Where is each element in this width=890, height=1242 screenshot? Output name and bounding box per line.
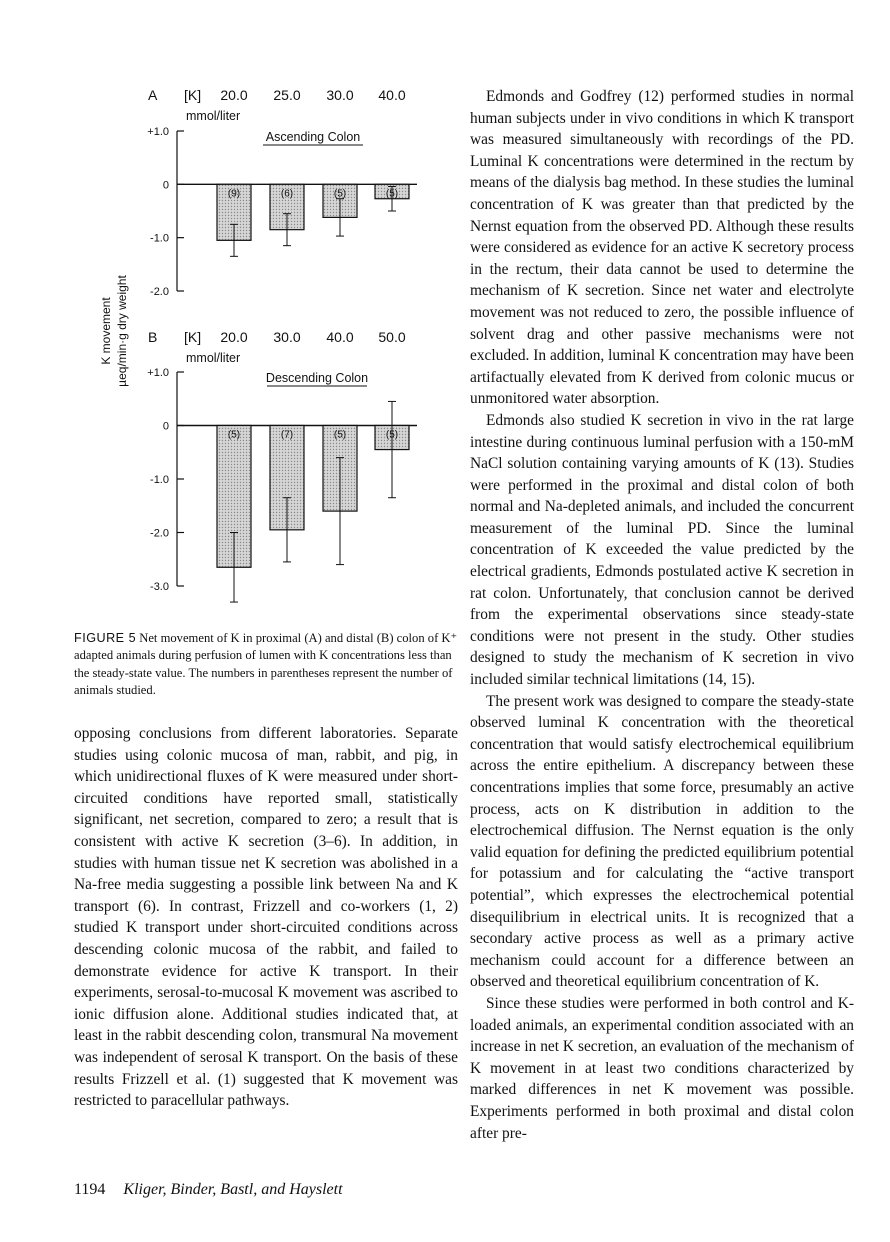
caption-text: Net movement of K in proximal (A) and distal (B) colon of K⁺ adapted animals during perfusion of lumen with K concentrations less than the steady-state value. The numbers in parentheses represent the number of animals studied. [74,631,458,698]
panel-b-concentration-label: 40.0 [326,329,354,345]
panel-b-y-tick-label: 0 [162,420,169,433]
panel-a-concentration-label: 20.0 [220,87,248,103]
panel-a-unit-label: mmol/liter [186,109,241,123]
panel-b-concentration-label: 30.0 [273,329,301,345]
paragraph-right-3: The present work was designed to compare the steady-state observed luminal K concentration with the theoretical concentration that would satisfy electrochemical equilibrium across the entire epithelium. A discrepancy between these concentrations implies that some force, presumably an active process, acts on K distribution in addition to the electrochemical diffusion. The Nernst equation is the only valid equation for defining the predicted equilibrium potential for potassium and for calculating the “active transport potential”, which expresses the electrochemical potential disequilibrium in electrical units. It is recognized that a secondary active process as well as a primary active mechanism could account for a difference between an observed and theoretical equilibrium concentration of K. [470,692,854,991]
panel-a-concentration-label: 40.0 [378,87,406,103]
panel-b-k-header: [K] [184,329,202,345]
panel-b-concentration-label: 20.0 [220,329,248,345]
figure-5-chart [74,76,464,621]
panel-b-unit-label: mmol/liter [186,351,241,365]
panel-a-y-tick-label: +1.0 [147,126,169,138]
panel-b-n-label: (7) [280,429,294,441]
panel-b-y-tick-label: -3.0 [150,581,169,593]
panel-b-y-tick-label: -1.0 [150,474,169,486]
figure-caption [74,630,458,700]
panel-a-n-label: (5) [333,188,347,200]
panel-b-n-label: (5) [333,429,347,441]
panel-b-concentration-label: 50.0 [378,329,406,345]
left-column-text [74,723,458,1112]
y-axis-label-line2: µeq/min·g dry weight [115,275,129,387]
panel-a-y-tick-label: -1.0 [150,232,169,245]
paragraph-left-1: opposing conclusions from different laboratories. Separate studies using colonic mucosa of man, rabbit, and pig, in which unidirectional fluxes of K were measured under short-circuited conditions have reported small, statistically significant, net secretion, compared to zero; a result that is consistent with active K secretion (3–6). In addition, in studies with human tissue net K secretion was abolished in a Na-free media suggesting a possible link between Na and K transport (6). In contrast, Frizzell and co-workers (1, 2) studied K transport under short-circuited conditions across descending colonic mucosa of the rabbit, and failed to demonstrate evidence for active K transport. In their experiments, serosal-to-mucosal K movement was ascribed to ionic diffusion alone. Additional studies indicated that, at least in the rabbit descending colon, transmural Na movement was independent of serosal K transport. On the basis of these results Frizzell et al. (1) suggested that K movement was restricted to paracellular pathways. [74,725,458,1110]
panel-b-y-tick-label: -2.0 [150,527,169,540]
panel-a-concentration-label: 25.0 [273,87,301,103]
panel-a-title: Ascending Colon [265,130,361,144]
page-footer [74,1181,343,1199]
panel-a-k-header: [K] [184,87,202,103]
panel-a-concentration-label: 30.0 [326,87,354,103]
panel-a-n-label: (5) [385,188,399,200]
panel-a-n-label: (9) [227,188,241,200]
panel-b-letter: B [148,329,158,345]
right-column-text [470,86,854,1144]
panel-b-y-tick-label: +1.0 [147,367,169,379]
page-number: 1194 [74,1181,106,1198]
y-axis-label-line1: K movement [99,297,113,365]
panel-a-y-tick-label: 0 [162,179,169,192]
panel-b-n-label: (5) [227,429,241,441]
panel-a-letter: A [148,87,158,103]
paragraph-right-4: Since these studies were performed in both control and K-loaded animals, an experimental condition associated with an increase in net K secretion, an evaluation of the mechanism of K movement in at least two conditions characterized by marked differences in net K movement was possible. Experiments performed in both proximal and distal colon after pre- [470,994,854,1142]
paragraph-right-2: Edmonds also studied K secretion in vivo in the rat large intestine during continuous luminal perfusion with a 150-mM NaCl solution containing varying amounts of K (13). Studies were performed in the proximal and distal colon of both normal and Na-depleted animals, and included the concurrent measurement of the luminal PD. Since the luminal concentration of K exceeded the value predicted by the electrical gradients, Edmonds postulated active K secretion in rat colon. Unfortunately, that conclusion cannot be derived from the experimental observations since steady-state conditions were not present in the study. Other studies designed to study the mechanism of K secretion in vivo included similar technical limitations (14, 15). [470,411,854,689]
panel-a-n-label: (6) [280,188,294,200]
caption-label: FIGURE 5 [74,631,137,645]
running-authors: Kliger, Binder, Bastl, and Hayslett [123,1181,343,1198]
panel-b-title: Descending Colon [265,371,369,385]
panel-a-y-tick-label: -2.0 [150,286,169,298]
panel-b-n-label: (5) [385,429,399,441]
paragraph-right-1: Edmonds and Godfrey (12) performed studies in normal human subjects under in vivo conditions in which K transport was measured simultaneously with recordings of the PD. Luminal K concentrations were determined in the rectum by means of the dialysis bag method. In these studies the luminal concentration of K was greater than that predicted by the Nernst equation from the observed PD. Although these results were considered as evidence for an active K secretory process in the rectum, their data cannot be used to determine the mechanism of K secretion. Since net water and electrolyte movement was not reduced to zero, the possible influence of solvent drag and other passive mechanisms were not excluded. In addition, luminal K concentration may have been artifactually elevated from K derived from colonic mucus or unmonitored water absorption. [470,88,854,408]
